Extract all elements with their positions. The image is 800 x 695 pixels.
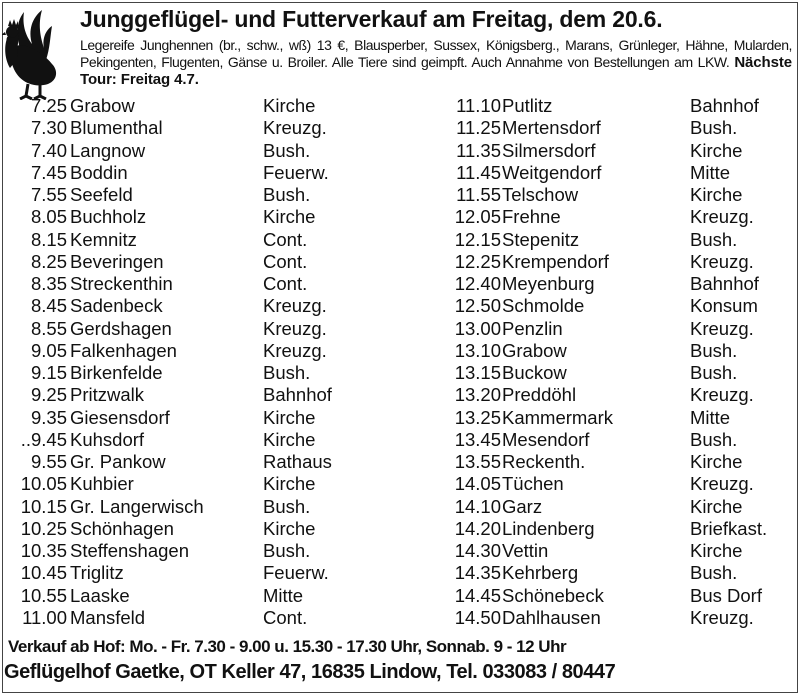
stop-place: Gerdshagen — [70, 317, 172, 339]
stop-location: Bush. — [263, 540, 311, 561]
schedule-row — [440, 229, 795, 251]
schedule-row — [440, 318, 795, 340]
stop-time: 14.10 — [454, 495, 501, 517]
intro-text — [80, 37, 792, 89]
schedule-row — [5, 140, 435, 162]
stop-time: 7.25 — [30, 95, 67, 116]
stop-location: Bush. — [690, 362, 738, 383]
schedule-row — [5, 496, 435, 518]
stop-location: Cont. — [263, 273, 308, 294]
stop-place: Falkenhagen — [70, 339, 177, 361]
schedule-row — [440, 340, 795, 362]
stop-place: Grabow — [502, 339, 567, 361]
stop-location: Kirche — [263, 406, 316, 428]
stop-place: Buckow — [502, 362, 567, 383]
stop-place: Triglitz — [70, 562, 124, 584]
schedule-row — [440, 407, 795, 429]
stop-time: 10.25 — [20, 517, 67, 539]
schedule-row — [5, 540, 435, 562]
stop-time: 10.15 — [20, 495, 67, 517]
stop-place: Seefeld — [70, 184, 133, 205]
stop-place: Streckenthin — [70, 273, 173, 294]
stop-time: 14.50 — [454, 606, 501, 628]
stop-location: Feuerw. — [263, 562, 329, 584]
schedule-row — [5, 607, 435, 629]
stop-place: Krempendorf — [502, 250, 609, 272]
schedule-row — [440, 562, 795, 584]
stop-time: 12.15 — [454, 228, 501, 250]
schedule-row — [5, 451, 435, 473]
stop-place: Telschow — [502, 184, 579, 205]
stop-place: Reckenth. — [502, 451, 586, 472]
schedule-row — [440, 162, 795, 184]
stop-place: Tüchen — [502, 473, 564, 495]
stop-location: Bus Dorf — [690, 584, 762, 606]
schedule-row — [440, 384, 795, 406]
stop-location: Kirche — [690, 495, 743, 517]
stop-time: 9.55 — [30, 451, 67, 472]
schedule-row — [440, 117, 795, 139]
stop-location: Bahnhof — [690, 273, 759, 294]
stop-location: Cont. — [263, 250, 308, 272]
schedule-row — [440, 496, 795, 518]
stop-place: Weitgendorf — [502, 161, 602, 183]
stop-place: Birkenfelde — [70, 362, 163, 383]
stop-place: Putlitz — [502, 95, 553, 116]
stop-time: 13.45 — [454, 428, 501, 450]
schedule-row — [440, 518, 795, 540]
stop-time: 8.15 — [30, 228, 67, 250]
stop-time: 9.25 — [30, 384, 67, 406]
stop-place: Kemnitz — [70, 228, 137, 250]
stop-place: Silmersdorf — [502, 139, 596, 161]
stop-location: Bush. — [690, 117, 738, 139]
schedule-row — [440, 585, 795, 607]
schedule-row — [440, 95, 795, 117]
stop-time: 12.50 — [454, 295, 501, 317]
stop-place: Giesensdorf — [70, 406, 170, 428]
stop-place: Schmolde — [502, 295, 585, 317]
stop-place: Pritzwalk — [70, 384, 145, 406]
stop-place: Frehne — [502, 206, 561, 228]
stop-time: 14.20 — [454, 517, 501, 539]
stop-time: 8.55 — [30, 317, 67, 339]
stop-location: Bush. — [690, 428, 738, 450]
stop-location: Kirche — [690, 540, 743, 561]
schedule-row — [5, 295, 435, 317]
stop-place: Schönebeck — [502, 584, 604, 606]
stop-time: 8.45 — [30, 295, 67, 317]
stop-place: Penzlin — [502, 317, 563, 339]
stop-place: Sadenbeck — [70, 295, 163, 317]
schedule-row — [5, 117, 435, 139]
schedule-row — [5, 362, 435, 384]
product-description: Legereife Junghennen (br., schw., wß) 13 €, Blausperber, Sussex, Königsberg., Marans, Grünleger, Hähne, Mularden, Pekingenten, Flugenten, Gänse u. Broiler. Alle Tiere sind geimpft. Auch Annahme von Bestellungen am LKW. — [80, 37, 792, 70]
stop-location: Bahnhof — [263, 384, 332, 406]
stop-time: 10.55 — [20, 584, 67, 606]
stop-place: Mansfeld — [70, 606, 146, 628]
stop-time: 8.35 — [30, 273, 67, 294]
stop-place: Laaske — [70, 584, 130, 606]
stop-time: 7.40 — [30, 139, 67, 161]
stop-location: Konsum — [690, 295, 758, 317]
schedule-row — [5, 273, 435, 295]
stop-location: Bahnhof — [690, 95, 759, 116]
stop-time: 13.15 — [454, 362, 501, 383]
stop-time: 7.45 — [30, 161, 67, 183]
schedule-row — [440, 140, 795, 162]
stop-location: Kirche — [690, 451, 743, 472]
stop-place: Boddin — [70, 161, 128, 183]
stop-time: 14.45 — [454, 584, 501, 606]
schedule-row — [440, 295, 795, 317]
stop-time: 10.45 — [20, 562, 67, 584]
schedule-row — [440, 451, 795, 473]
stop-time: 14.35 — [454, 562, 501, 584]
stop-location: Kreuzg. — [263, 339, 327, 361]
stop-location: Kreuzg. — [690, 317, 754, 339]
stop-location: Kirche — [263, 428, 316, 450]
schedule-row — [5, 518, 435, 540]
stop-location: Bush. — [263, 184, 311, 205]
schedule-row — [5, 585, 435, 607]
schedule-row — [440, 273, 795, 295]
stop-location: Kreuzg. — [690, 206, 754, 228]
ad-title: Junggeflügel- und Futterverkauf am Freitag, dem 20.6. — [80, 6, 663, 32]
stop-time: 11.55 — [456, 184, 501, 205]
schedule-row — [5, 318, 435, 340]
stop-place: Mesendorf — [502, 428, 590, 450]
stop-location: Kirche — [263, 206, 316, 228]
stop-time: 11.10 — [456, 95, 501, 116]
stop-location: Kirche — [263, 517, 316, 539]
stop-location: Mitte — [690, 406, 731, 428]
stop-location: Briefkast. — [690, 517, 768, 539]
stop-place: Buchholz — [70, 206, 147, 228]
schedule-row — [5, 473, 435, 495]
schedule-row — [440, 362, 795, 384]
rooster-icon — [2, 4, 72, 100]
schedule-row — [440, 540, 795, 562]
stop-location: Mitte — [690, 161, 731, 183]
stop-location: Kreuzg. — [690, 250, 754, 272]
stop-time: 8.25 — [30, 250, 67, 272]
stop-place: Schönhagen — [70, 517, 174, 539]
stop-time: 10.35 — [20, 540, 67, 561]
stop-location: Kreuzg. — [690, 473, 754, 495]
stop-place: Dahlhausen — [502, 606, 601, 628]
schedule-row — [5, 340, 435, 362]
stop-place: Steffenshagen — [70, 540, 189, 561]
stop-location: Kirche — [690, 139, 743, 161]
schedule-row — [5, 162, 435, 184]
stop-place: Lindenberg — [502, 517, 595, 539]
schedule-row — [5, 229, 435, 251]
stop-place: Gr. Langerwisch — [70, 495, 204, 517]
stop-location: Cont. — [263, 228, 308, 250]
stop-location: Bush. — [263, 495, 311, 517]
schedule-row — [440, 429, 795, 451]
stop-place: Vettin — [502, 540, 549, 561]
stop-time: 7.55 — [30, 184, 67, 205]
schedule-row — [440, 607, 795, 629]
stop-location: Kirche — [263, 95, 316, 116]
stop-place: Mertensdorf — [502, 117, 601, 139]
stop-time: 12.05 — [454, 206, 501, 228]
schedule-row — [5, 184, 435, 206]
stop-time: 13.10 — [454, 339, 501, 361]
stop-location: Kreuzg. — [263, 317, 327, 339]
stop-time: 8.05 — [30, 206, 67, 228]
stop-location: Kreuzg. — [690, 606, 754, 628]
stop-time: 13.20 — [454, 384, 501, 406]
farm-sale-hours: Verkauf ab Hof: Mo. - Fr. 7.30 - 9.00 u. 15.30 - 17.30 Uhr, Sonnab. 9 - 12 Uhr — [8, 637, 567, 656]
stop-time: 9.05 — [30, 339, 67, 361]
stop-time: 10.05 — [20, 473, 67, 495]
schedule-row — [440, 251, 795, 273]
stop-location: Rathaus — [263, 451, 332, 472]
farm-address: Geflügelhof Gaetke, OT Keller 47, 16835 Lindow, Tel. 033083 / 80447 — [4, 661, 616, 683]
stop-place: Beveringen — [70, 250, 164, 272]
stop-location: Kirche — [690, 184, 743, 205]
schedule-row — [5, 206, 435, 228]
stop-time: 12.40 — [454, 273, 501, 294]
stop-location: Mitte — [263, 584, 304, 606]
stop-location: Bush. — [263, 362, 311, 383]
stop-time: 11.25 — [456, 117, 501, 139]
stop-time: 14.05 — [454, 473, 501, 495]
stop-time: 9.35 — [30, 406, 67, 428]
schedule-row — [440, 184, 795, 206]
stop-place: Garz — [502, 495, 543, 517]
stop-location: Kirche — [263, 473, 316, 495]
stop-location: Bush. — [690, 339, 738, 361]
stop-place: Blumenthal — [70, 117, 163, 139]
stop-time: 11.35 — [456, 139, 501, 161]
schedule-row — [5, 407, 435, 429]
stop-location: Feuerw. — [263, 161, 329, 183]
stop-time: 12.25 — [454, 250, 501, 272]
stop-place: Kuhbier — [70, 473, 134, 495]
schedule-left-column — [5, 95, 435, 629]
stop-place: Gr. Pankow — [70, 451, 166, 472]
stop-place: Kuhsdorf — [70, 428, 145, 450]
stop-location: Bush. — [690, 228, 738, 250]
schedule-row — [5, 384, 435, 406]
stop-location: Kreuzg. — [263, 117, 327, 139]
stop-place: Grabow — [70, 95, 135, 116]
stop-place: Kammermark — [502, 406, 614, 428]
next-tour: Nächste Tour: Freitag 4.7. — [80, 53, 792, 88]
schedule-row — [440, 473, 795, 495]
stop-time: 14.30 — [454, 540, 501, 561]
stop-location: Bush. — [690, 562, 738, 584]
stop-place: Langnow — [70, 139, 146, 161]
schedule-row — [5, 95, 435, 117]
stop-time: 13.55 — [454, 451, 501, 472]
schedule-right-column — [440, 95, 795, 629]
schedule-row — [5, 562, 435, 584]
schedule-row — [5, 429, 435, 451]
stop-location: Kreuzg. — [690, 384, 754, 406]
stop-location: Kreuzg. — [263, 295, 327, 317]
stop-place: Preddöhl — [502, 384, 577, 406]
schedule-row — [440, 206, 795, 228]
stop-place: Kehrberg — [502, 562, 579, 584]
stop-time: 11.45 — [456, 161, 501, 183]
schedule-row — [5, 251, 435, 273]
stop-time: ..9.45 — [20, 428, 67, 450]
stop-time: 9.15 — [30, 362, 67, 383]
stop-time: 7.30 — [30, 117, 67, 139]
stop-time: 11.00 — [22, 606, 67, 628]
stop-location: Cont. — [263, 606, 308, 628]
stop-place: Stepenitz — [502, 228, 580, 250]
stop-time: 13.25 — [454, 406, 501, 428]
stop-place: Meyenburg — [502, 273, 595, 294]
stop-time: 13.00 — [454, 317, 501, 339]
stop-location: Bush. — [263, 139, 311, 161]
